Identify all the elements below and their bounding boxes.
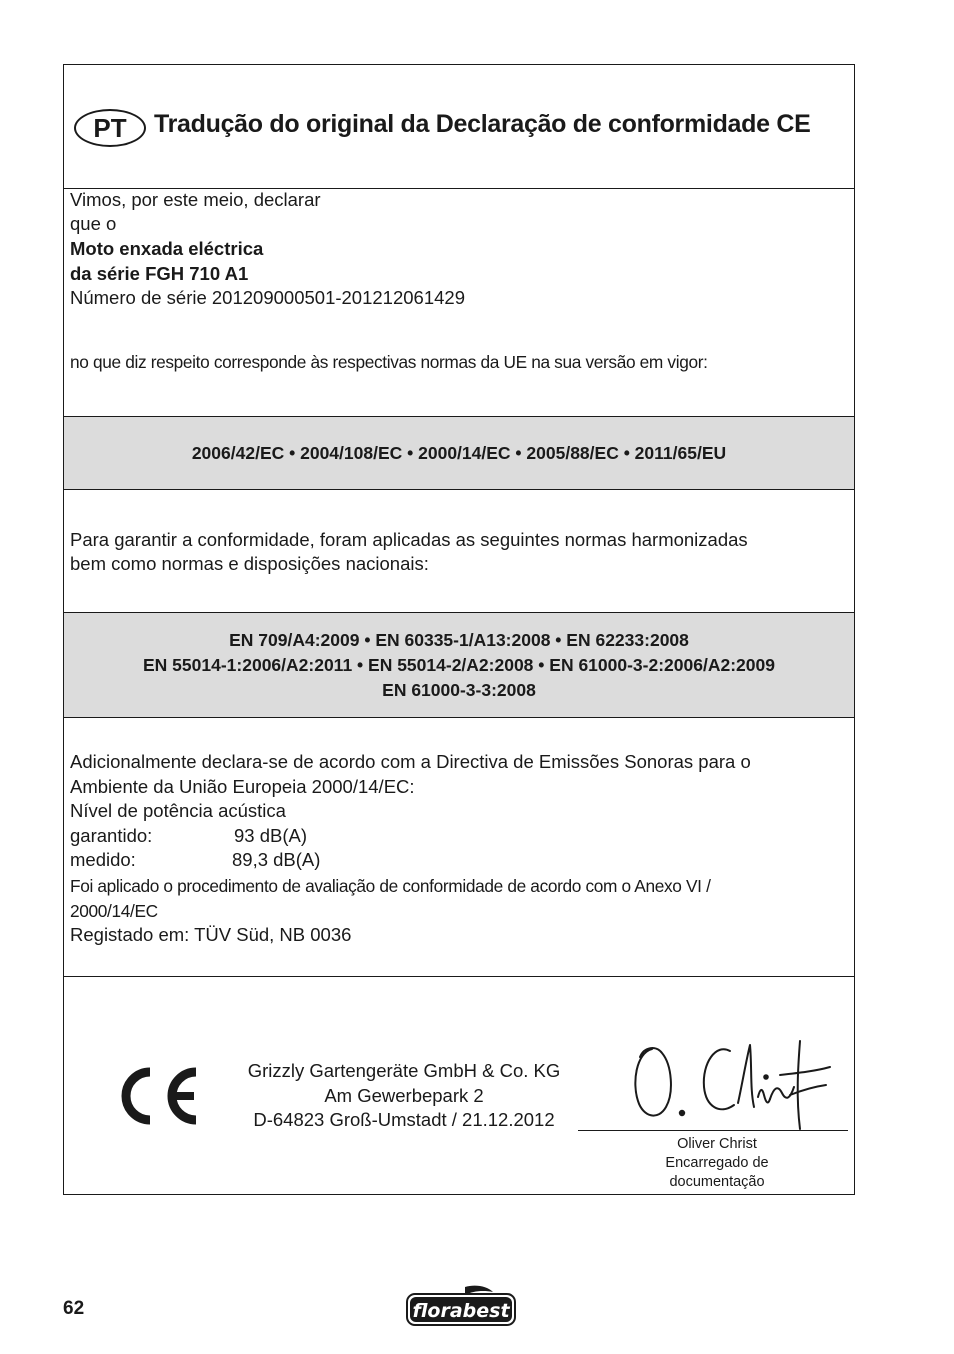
declaration-section bbox=[64, 189, 854, 417]
signer-role-1: Encarregado de bbox=[665, 1155, 769, 1171]
directives-band bbox=[64, 417, 854, 490]
florabest-logo-icon bbox=[405, 1284, 517, 1328]
declaration-document bbox=[63, 64, 855, 1195]
norms-line-3: EN 61000-3-3:2008 bbox=[382, 680, 536, 700]
norms-band bbox=[64, 613, 854, 718]
noise-level-title: Nível de potência acústica bbox=[70, 800, 286, 821]
measured-label: medido: bbox=[70, 849, 136, 870]
ce-mark-icon bbox=[116, 1065, 200, 1127]
guaranteed-value: 93 dB(A) bbox=[234, 825, 308, 846]
brand-name: florabest bbox=[412, 1300, 510, 1322]
company-address bbox=[227, 1059, 581, 1133]
signer-block bbox=[624, 1135, 810, 1192]
page-number: 62 bbox=[63, 1298, 85, 1319]
document-title: Tradução do original da Declaração de conformidade CE bbox=[154, 110, 811, 138]
registered-body: Registado em: TÜV Süd, NB 0036 bbox=[70, 924, 352, 945]
harmonized-line-1: Para garantir a conformidade, foram aplicadas as seguintes normas harmonizadas bbox=[70, 529, 748, 550]
measured-value: 89,3 dB(A) bbox=[232, 849, 321, 870]
harmonized-section bbox=[64, 490, 854, 613]
procedure-line-2: 2000/14/EC bbox=[70, 901, 158, 921]
company-city-date: D-64823 Groß-Umstadt / 21.12.2012 bbox=[253, 1109, 555, 1130]
product-name: Moto enxada eléctrica bbox=[70, 238, 264, 259]
procedure-line-1: Foi aplicado o procedimento de avaliação de conformidade de acordo com o Anexo VI / bbox=[70, 876, 711, 896]
declaration-intro: Vimos, por este meio, declarar bbox=[70, 189, 321, 210]
product-series: da série FGH 710 A1 bbox=[70, 263, 249, 284]
noise-section bbox=[64, 718, 854, 977]
declaration-that: que o bbox=[70, 213, 117, 234]
signature-section bbox=[64, 977, 854, 1194]
norms-line-1: EN 709/A4:2009 • EN 60335-1/A13:2008 • EN 62233:2008 bbox=[229, 630, 689, 650]
signature-line bbox=[578, 1130, 848, 1131]
serial-number: Número de série 201209000501-201212061429 bbox=[70, 287, 465, 308]
signer-role-2: documentação bbox=[669, 1174, 765, 1190]
noise-line-2: Ambiente da União Europeia 2000/14/EC: bbox=[70, 776, 415, 797]
directives-list: 2006/42/EC • 2004/108/EC • 2000/14/EC • 2005/88/EC • 2011/65/EU bbox=[191, 443, 727, 463]
language-badge: PT bbox=[74, 109, 146, 147]
norms-line-2: EN 55014-1:2006/A2:2011 • EN 55014-2/A2:2008 • EN 61000-3-2:2006/A2:2009 bbox=[143, 655, 775, 675]
signature-icon bbox=[630, 1037, 835, 1137]
company-name: Grizzly Gartengeräte GmbH & Co. KG bbox=[247, 1060, 561, 1081]
signer-name: Oliver Christ bbox=[677, 1136, 757, 1152]
company-street: Am Gewerbepark 2 bbox=[324, 1084, 484, 1106]
noise-line-1: Adicionalmente declara-se de acordo com a Directiva de Emissões Sonoras para o bbox=[70, 751, 751, 772]
compliance-statement: no que diz respeito corresponde às respectivas normas da UE na sua versão em vigor: bbox=[70, 352, 708, 372]
document-header bbox=[64, 65, 854, 189]
harmonized-line-2: bem como normas e disposições nacionais: bbox=[70, 553, 429, 574]
guaranteed-label: garantido: bbox=[70, 825, 153, 846]
